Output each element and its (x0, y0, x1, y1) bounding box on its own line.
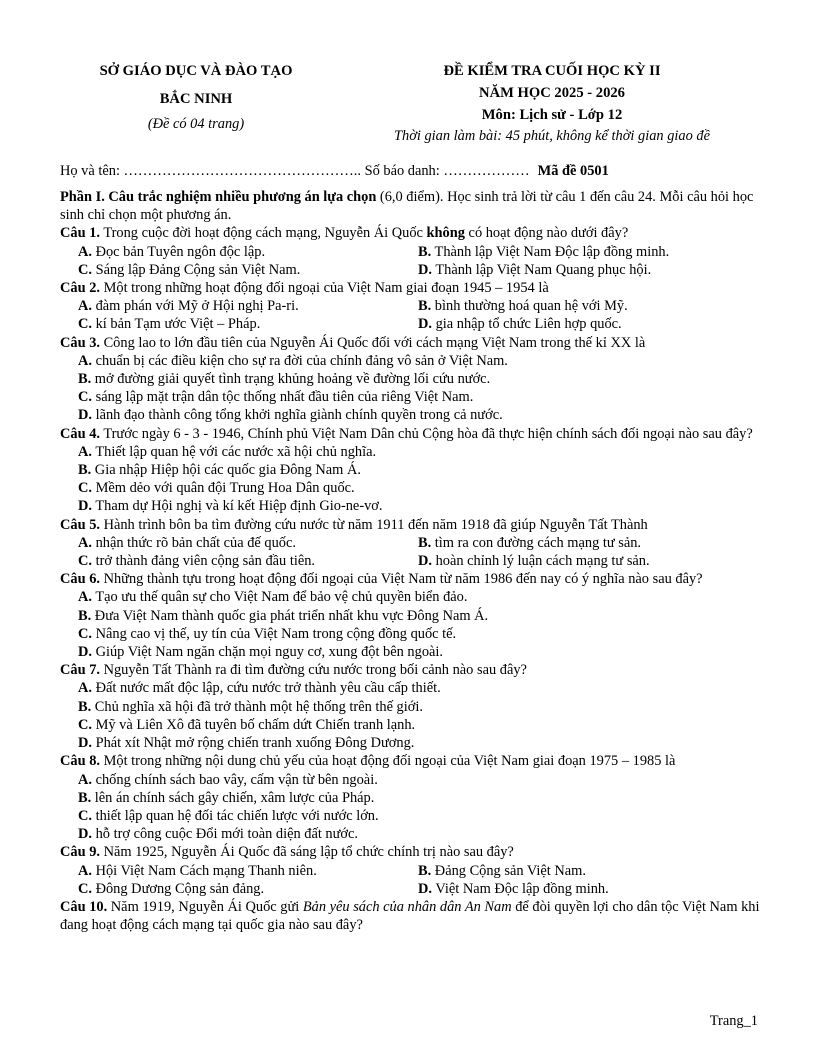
part-1-description: (6,0 điểm). Học sinh trả lời từ câu 1 đến câu 24. Mỗi câu hỏi học sinh chỉ chọn một phương án. (60, 189, 754, 224)
page-count-note: (Đề có 04 trang) (147, 116, 245, 132)
option-a: A. Đọc bản Tuyên ngôn độc lập. (78, 243, 266, 260)
option-a: A. Tạo ưu thế quân sự cho Việt Nam để bảo vệ chủ quyền biển đảo. (78, 589, 468, 606)
option-c: C. trở thành đảng viên cộng sản đầu tiên. (78, 553, 316, 570)
options-row (60, 297, 760, 315)
header-left (60, 60, 332, 135)
question-9 (60, 843, 760, 861)
question-text: có hoạt động nào dưới đây? (464, 225, 629, 242)
question-text: Hành trình bôn ba tìm đường cứu nước từ năm 1911 đến năm 1918 đã giúp Nguyễn Tất Thành (99, 516, 648, 533)
option-b: B. Chủ nghĩa xã hội đã trở thành một hệ thống trên thế giới. (78, 698, 423, 715)
question-text: Năm 1919, Nguyễn Ái Quốc gửi (107, 898, 303, 915)
question-text: Một trong những nội dung chủ yếu của hoạt động đối ngoại của Việt Nam giai đoạn 1975 – 1985 là (99, 753, 676, 770)
option-c: C. thiết lập quan hệ đối tác chiến lược với nước lớn. (78, 807, 379, 824)
subject: Môn: Lịch sử - Lớp 12 (481, 107, 623, 123)
department-name: SỞ GIÁO DỤC VÀ ĐÀO TẠO (99, 63, 293, 79)
option-a: A. chống chính sách bao vây, cấm vận từ bên ngoài. (78, 771, 378, 788)
option-d: D. gia nhập tổ chức Liên hợp quốc. (418, 316, 622, 333)
option-a: A. chuẩn bị các điều kiện cho sự ra đời của chính đảng vô sản ở Việt Nam. (78, 352, 508, 369)
option-d: D. lãnh đạo thành công tổng khởi nghĩa giành chính quyền trong cả nước. (78, 407, 503, 424)
option-d: D. Giúp Việt Nam ngăn chặn mọi nguy cơ, xung đột bên ngoài. (78, 644, 443, 661)
option-d: D. hoàn chỉnh lý luận cách mạng tư sản. (418, 553, 650, 570)
option-c: C. Mỹ và Liên Xô đã tuyên bố chấm dứt Chiến tranh lạnh. (78, 716, 416, 733)
option-c: C. Sáng lập Đảng Cộng sản Việt Nam. (78, 261, 301, 278)
option-d: D. hỗ trợ công cuộc Đổi mới toàn diện đất nước. (78, 826, 359, 843)
question-2 (60, 279, 760, 297)
option-b: B. tìm ra con đường cách mạng tư sản. (418, 534, 642, 551)
option-c: C. Đông Dương Cộng sản đảng. (78, 880, 265, 897)
option-d: D. Phát xít Nhật mở rộng chiến tranh xuống Đông Dương. (78, 735, 415, 752)
province-name: BẮC NINH (159, 91, 233, 107)
option-a: A. đàm phán với Mỹ ở Hội nghị Pa-ri. (78, 298, 299, 315)
name-and-id-field: Họ và tên: ………………………………………….. Số báo danh: ……………… (60, 163, 530, 179)
options-row (60, 552, 760, 570)
question-label: Câu 6. (60, 571, 100, 588)
question-text: Nguyễn Tất Thành ra đi tìm đường cứu nước trong bối cảnh nào sau đây? (99, 662, 527, 679)
question-emphasis: không (426, 225, 465, 242)
question-label: Câu 9. (60, 844, 100, 861)
options-row (60, 880, 760, 898)
exam-content (60, 188, 760, 934)
question-label: Câu 1. (60, 225, 100, 242)
question-1 (60, 224, 760, 242)
student-info-line (60, 162, 760, 180)
page-number: Trang_1 (709, 1013, 758, 1029)
option-b: B. lên án chính sách gây chiến, xâm lược của Pháp. (78, 789, 375, 806)
options-row (60, 243, 760, 261)
question-label: Câu 7. (60, 662, 100, 679)
exam-title: ĐỀ KIỂM TRA CUỐI HỌC KỲ II (443, 63, 661, 79)
question-text: Những thành tựu trong hoạt động đối ngoại của Việt Nam từ năm 1986 đến nay có ý nghĩa nào sau đây? (99, 571, 703, 588)
option-d: D. Tham dự Hội nghị và kí kết Hiệp định Gio-ne-vơ. (78, 498, 383, 515)
question-text: Năm 1925, Nguyễn Ái Quốc đã sáng lập tổ chức chính trị nào sau đây? (99, 844, 514, 861)
option-c: C. kí bản Tạm ước Việt – Pháp. (78, 316, 261, 333)
question-text: Trước ngày 6 - 3 - 1946, Chính phủ Việt Nam Dân chủ Cộng hòa đã thực hiện chính sách đối ngoại nào sau đây? (99, 425, 753, 442)
school-year: NĂM HỌC 2025 - 2026 (479, 85, 625, 101)
question-label: Câu 3. (60, 334, 100, 351)
exam-code: Mã đề 0501 (537, 163, 609, 179)
question-4 (60, 425, 760, 443)
question-label: Câu 10. (60, 898, 108, 915)
option-b: B. mở đường giải quyết tình trạng khủng hoảng về đường lối cứu nước. (78, 371, 491, 388)
options-row (60, 534, 760, 552)
question-label: Câu 2. (60, 280, 100, 297)
option-a: A. Đất nước mất độc lập, cứu nước trở thành yêu cầu cấp thiết. (78, 680, 441, 697)
option-a: A. Hội Việt Nam Cách mạng Thanh niên. (78, 862, 317, 879)
question-label: Câu 4. (60, 425, 100, 442)
option-d: D. Việt Nam Độc lập đồng minh. (418, 880, 609, 897)
part-1-instructions (60, 188, 760, 224)
option-b: B. Đảng Cộng sản Việt Nam. (418, 862, 586, 879)
option-a: A. Thiết lập quan hệ với các nước xã hội chủ nghĩa. (78, 443, 377, 460)
options-row (60, 261, 760, 279)
part-1-title: Phần I. Câu trắc nghiệm nhiều phương án lựa chọn (60, 189, 377, 205)
option-a: A. nhận thức rõ bản chất của đế quốc. (78, 534, 296, 551)
question-text: Một trong những hoạt động đối ngoại của Việt Nam giai đoạn 1945 – 1954 là (99, 280, 549, 297)
question-10 (60, 898, 760, 934)
options-row (60, 862, 760, 880)
question-3 (60, 334, 760, 352)
option-b: B. Gia nhập Hiệp hội các quốc gia Đông Nam Á. (78, 462, 361, 479)
time-limit: Thời gian làm bài: 45 phút, không kể thời gian giao đề (394, 128, 710, 144)
option-c: C. Mềm dẻo với quân đội Trung Hoa Dân quốc. (78, 480, 355, 497)
question-text: Công lao to lớn đầu tiên của Nguyễn Ái Quốc đối với cách mạng Việt Nam trong thế kỉ XX là (99, 334, 646, 351)
question-label: Câu 5. (60, 516, 100, 533)
question-6 (60, 570, 760, 588)
document-title: Bản yêu sách của nhân dân An Nam (302, 898, 512, 915)
option-b: B. bình thường hoá quan hệ với Mỹ. (418, 298, 628, 315)
option-c: C. sáng lập mặt trận dân tộc thống nhất đầu tiên của riêng Việt Nam. (78, 389, 474, 406)
option-b: B. Thành lập Việt Nam Độc lập đồng minh. (418, 243, 670, 260)
option-d: D. Thành lập Việt Nam Quang phục hội. (418, 261, 652, 278)
question-7 (60, 661, 760, 679)
question-text: để đòi quyền lợi cho dân tộc Việt Nam khi đang hoạt động cách mạng tại quốc gia nào sau đây? (60, 898, 760, 934)
header-right (352, 60, 752, 146)
question-5 (60, 516, 760, 534)
question-label: Câu 8. (60, 753, 100, 770)
question-8 (60, 752, 760, 770)
option-b: B. Đưa Việt Nam thành quốc gia phát triển nhất khu vực Đông Nam Á. (78, 607, 489, 624)
options-row (60, 315, 760, 333)
question-text: Trong cuộc đời hoạt động cách mạng, Nguyễn Ái Quốc (99, 225, 427, 242)
option-c: C. Nâng cao vị thế, uy tín của Việt Nam trong cộng đồng quốc tế. (78, 625, 457, 642)
